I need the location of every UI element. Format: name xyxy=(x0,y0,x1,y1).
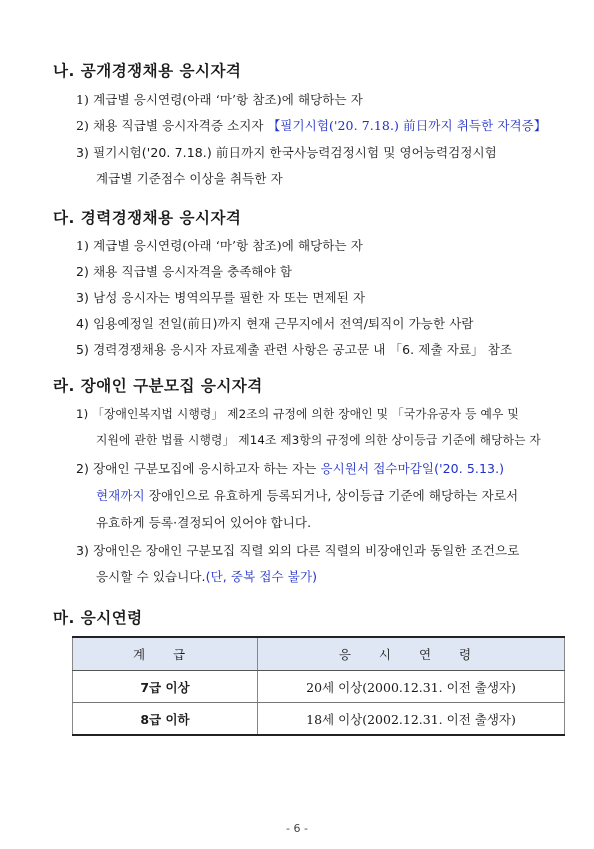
table-row xyxy=(73,703,565,736)
ra-item-3-note: (단, 중복 접수 불가) xyxy=(205,569,318,584)
page-number: - 6 - xyxy=(286,822,308,835)
section-title-na: 나. 공개경쟁채용 응시자격 xyxy=(53,62,242,80)
na-item-1: 1) 계급별 응시연령(아래 ‘마’항 참조)에 해당하는 자 xyxy=(76,92,363,107)
table-row xyxy=(73,671,565,703)
age-table-header-age: 응 시 연 령 xyxy=(258,637,565,671)
da-item-2: 2) 채용 직급별 응시자격을 충족해야 함 xyxy=(76,264,293,279)
age-table-age-cell: 20세 이상(2000.12.31. 이전 출생자) xyxy=(258,671,565,703)
da-item-4: 4) 임용예정일 전일(前日)까지 현재 근무지에서 전역/퇴직이 가능한 사람 xyxy=(76,316,474,331)
ra-item-1-line-2: 지원에 관한 법률 시행령」 제14조 제3항의 규정에 의한 상이등급 기준에 해당하는 자 xyxy=(96,433,541,447)
age-table-grade-cell: 8급 이하 xyxy=(73,703,258,736)
ra-item-2-line-3: 유효하게 등록·결정되어 있어야 합니다. xyxy=(96,515,312,530)
ra-item-2-deadline: 응시원서 접수마감일('20. 5.13.) xyxy=(320,461,505,476)
ra-item-1-line-1: 1) 「장애인복지법 시행령」 제2조의 규정에 의한 장애인 및 「국가유공자 등 예우 및 xyxy=(76,407,519,421)
section-title-ra: 라. 장애인 구분모집 응시자격 xyxy=(53,377,263,395)
ra-item-3-text: 응시할 수 있습니다. xyxy=(96,569,206,584)
na-item-3-line-2: 계급별 기준점수 이상을 취득한 자 xyxy=(96,171,283,186)
na-item-2 xyxy=(76,116,546,134)
section-title-da: 다. 경력경쟁채용 응시자격 xyxy=(53,209,242,227)
age-table-header-row xyxy=(73,637,565,671)
na-item-2-text: 2) 채용 직급별 응시자격증 소지자 xyxy=(76,118,268,133)
da-item-5: 5) 경력경쟁채용 응시자 자료제출 관련 사항은 공고문 내 「6. 제출 자료」 참조 xyxy=(76,342,513,357)
section-title-ma: 마. 응시연령 xyxy=(53,609,143,627)
age-table-grade-cell: 7급 이상 xyxy=(73,671,258,703)
ra-item-2-line-1 xyxy=(76,459,504,477)
da-item-1: 1) 계급별 응시연령(아래 ‘마’항 참조)에 해당하는 자 xyxy=(76,238,363,253)
ra-item-3-line-1: 3) 장애인은 장애인 구분모집 직렬 외의 다른 직렬의 비장애인과 동일한 조건으로 xyxy=(76,543,520,558)
na-item-2-note: 【필기시험('20. 7.18.) 前日까지 취득한 자격증】 xyxy=(267,118,547,133)
na-item-3-line-1: 3) 필기시험('20. 7.18.) 前日까지 한국사능력검정시험 및 영어능력검정시험 xyxy=(76,145,497,160)
ra-item-2-until-now: 현재까지 xyxy=(96,488,145,503)
ra-item-2-line-2 xyxy=(96,486,518,504)
ra-item-2-text-2: 장애인으로 유효하게 등록되거나, 상이등급 기준에 해당하는 자로서 xyxy=(144,488,519,503)
da-item-3: 3) 남성 응시자는 병역의무를 필한 자 또는 면제된 자 xyxy=(76,290,366,305)
age-table-header-grade: 계 급 xyxy=(73,637,258,671)
age-table xyxy=(72,636,565,736)
ra-item-2-text: 2) 장애인 구분모집에 응시하고자 하는 자는 xyxy=(76,461,321,476)
ra-item-3-line-2 xyxy=(96,567,317,585)
age-table-age-cell: 18세 이상(2002.12.31. 이전 출생자) xyxy=(258,703,565,736)
